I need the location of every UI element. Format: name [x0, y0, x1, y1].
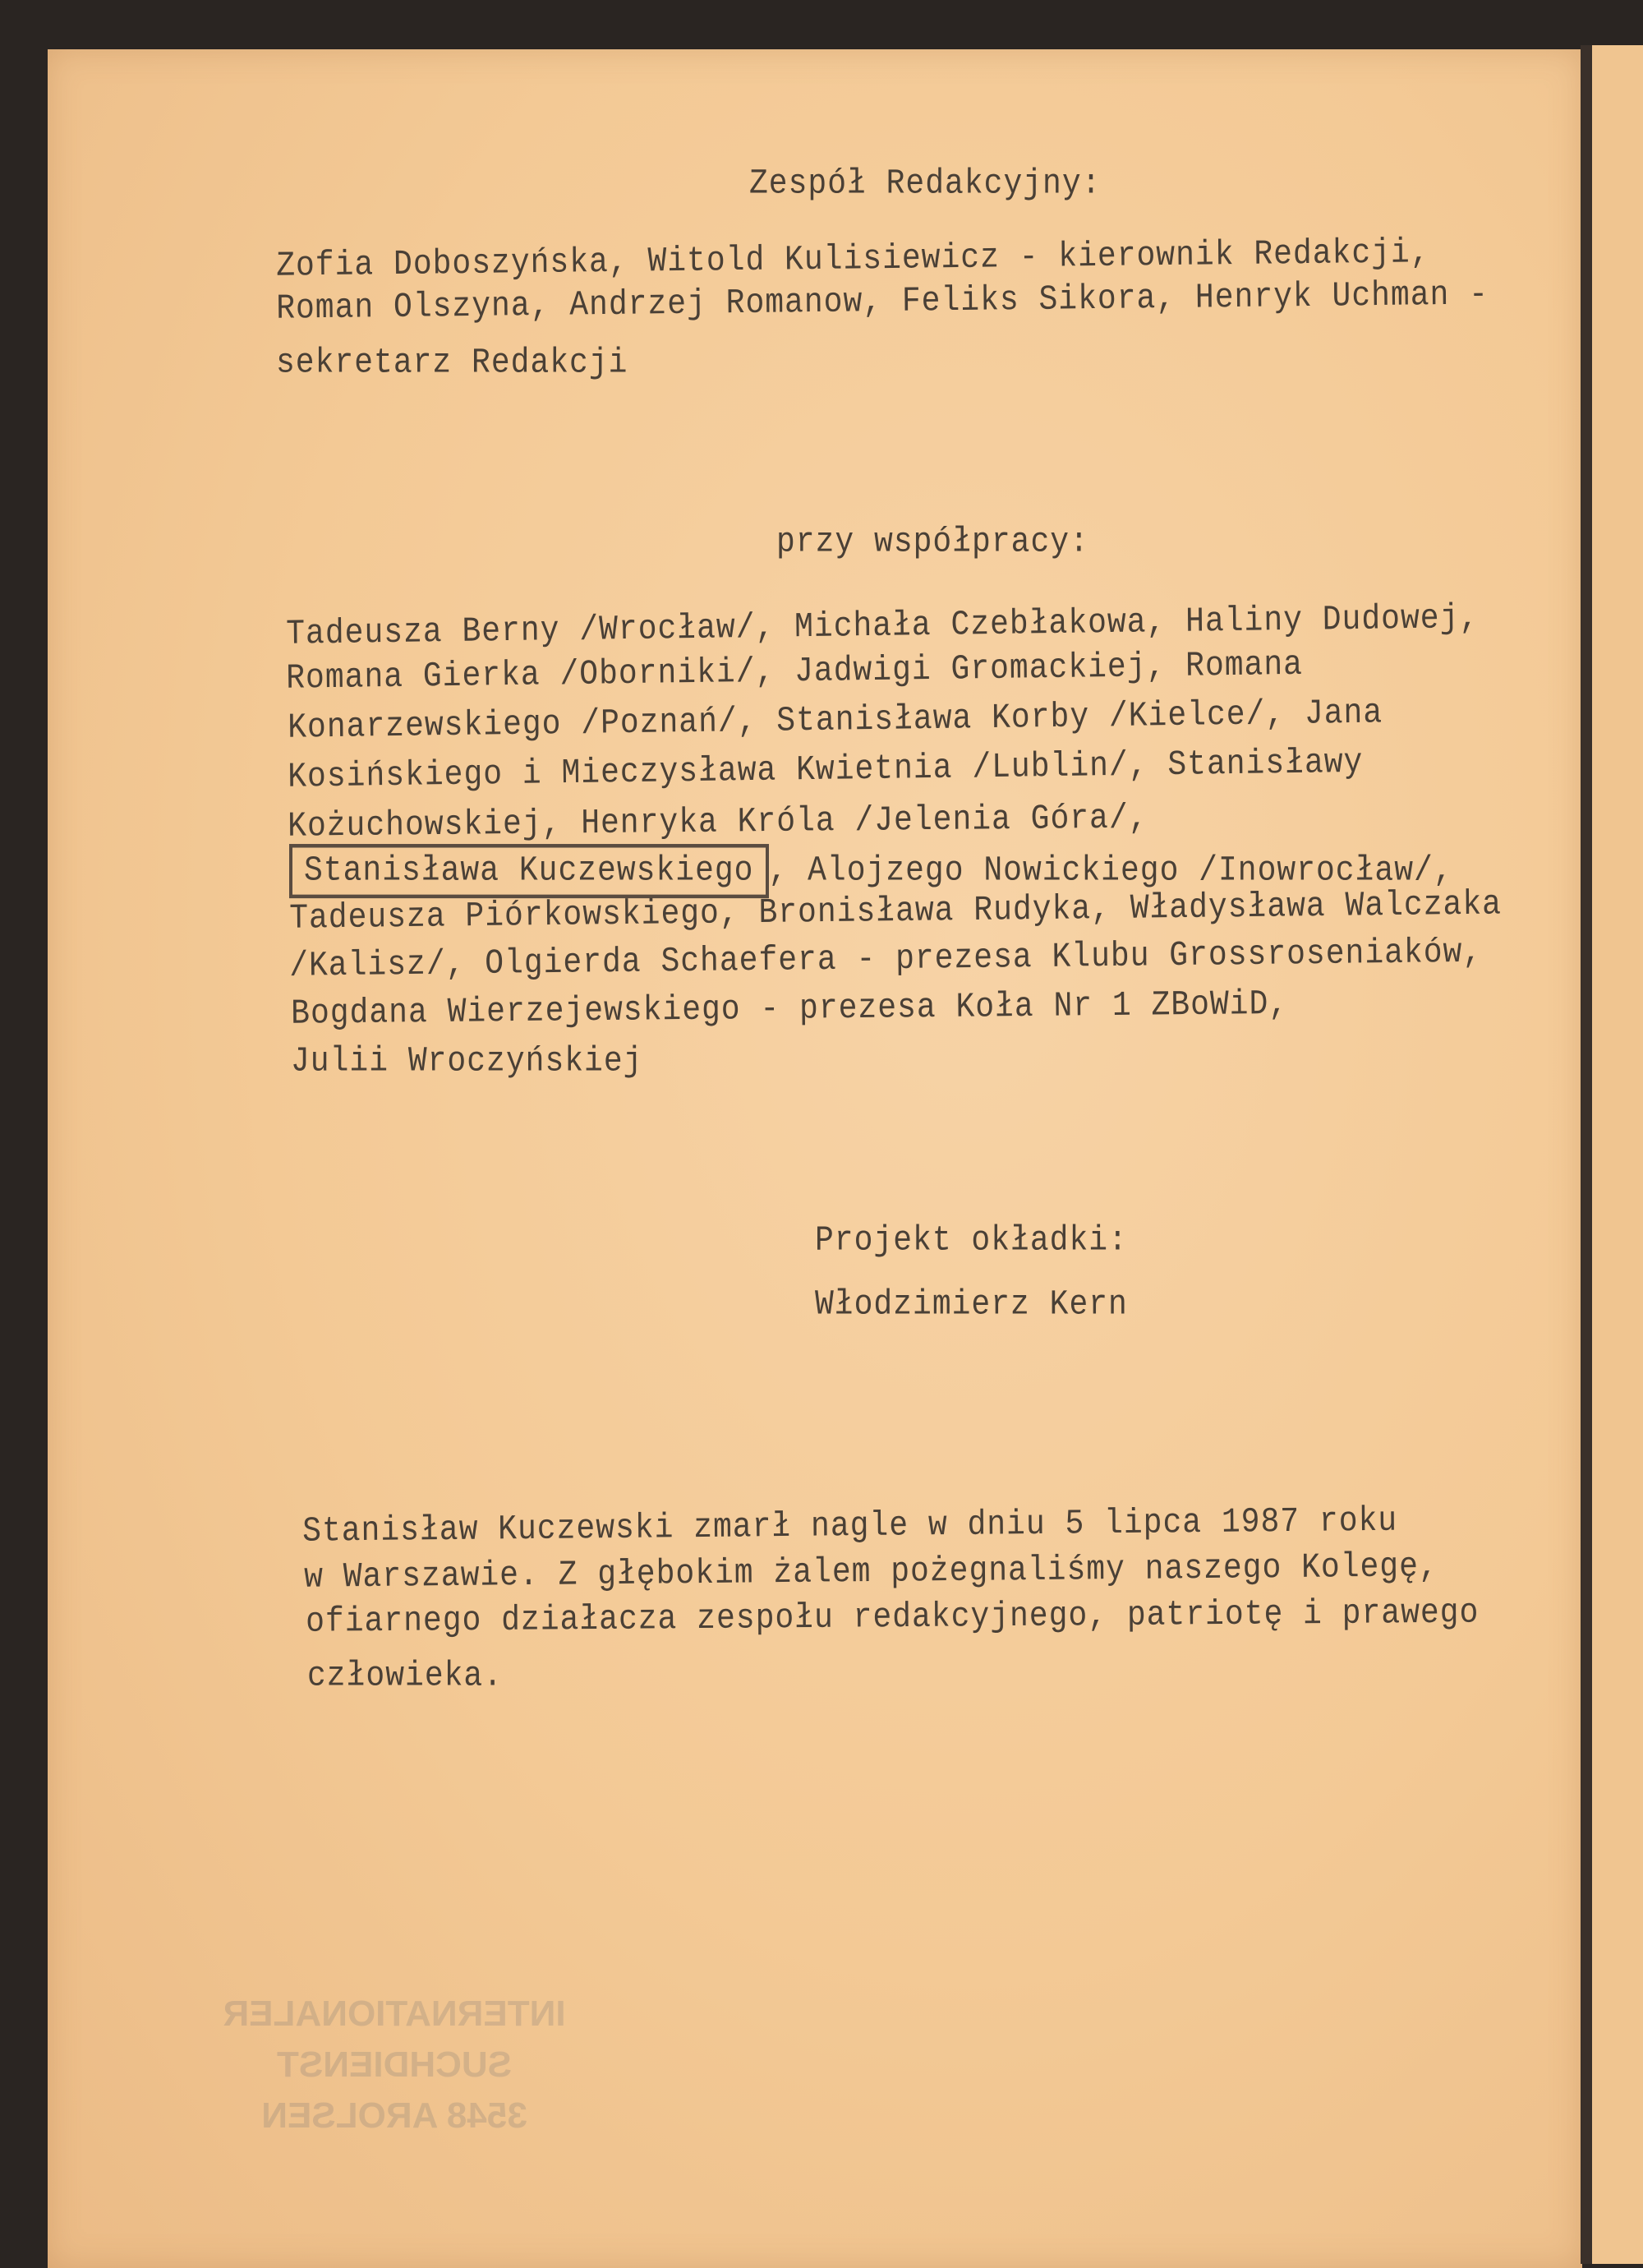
- collaborator-line: Kosińskiego i Mieczysława Kwietnia /Lublin/, Stanisławy: [288, 743, 1364, 798]
- collaborator-line: [304, 851, 1453, 891]
- page-gutter: [1581, 45, 1592, 2264]
- editorial-team-heading: Zespół Redakcyjny:: [749, 164, 1102, 205]
- highlighted-name-box: Stanisława Kuczewskiego: [289, 844, 769, 898]
- collaborator-line-rest: , Alojzego Nowickiego /Inowrocław/,: [768, 851, 1453, 892]
- editorial-line: Zofia Doboszyńska, Witold Kulisiewicz - kierownik Redakcji,: [276, 233, 1430, 287]
- editorial-line: sekretarz Redakcji: [276, 343, 628, 384]
- collaborator-line: Romana Gierka /Oborniki/, Jadwigi Gromackiej, Romana: [286, 645, 1304, 699]
- cover-heading: Projekt okładki:: [815, 1221, 1128, 1261]
- stamp-line: INTERNATIONALER: [223, 1994, 566, 2034]
- collaborator-line: Tadeusza Piórkowskiego, Bronisława Rudyka, Władysława Walczaka: [289, 884, 1503, 939]
- stamp-line: SUCHDIENST: [276, 2044, 513, 2085]
- show-through-stamp: [214, 1989, 575, 2141]
- stamp-line: 3548 AROLSEN: [261, 2095, 527, 2136]
- obituary-line: w Warszawie. Z głębokim żalem pożegnaliśmy naszego Kolegę,: [304, 1547, 1438, 1598]
- collaborator-line: Tadeusza Berny /Wrocław/, Michała Czebłakowa, Haliny Dudowej,: [286, 598, 1480, 655]
- collaborator-line: Konarzewskiego /Poznań/, Stanisława Korby /Kielce/, Jana: [288, 693, 1383, 749]
- obituary-line: ofiarnego działacza zespołu redakcyjnego, patriotę i prawego: [306, 1593, 1480, 1643]
- collaborator-line: /Kalisz/, Olgierda Schaefera - prezesa Klubu Grossroseniaków,: [289, 932, 1483, 987]
- next-page-edge: [1592, 45, 1643, 2264]
- collaboration-heading: przy współpracy:: [776, 523, 1089, 563]
- collaborator-line: Bogdana Wierzejewskiego - prezesa Koła Nr 1 ZBoWiD,: [291, 984, 1289, 1035]
- obituary-line: Stanisław Kuczewski zmarł nagle w dniu 5 lipca 1987 roku: [302, 1500, 1398, 1552]
- collaborator-line: Julii Wroczyńskiej: [291, 1042, 643, 1082]
- cover-designer: Włodzimierz Kern: [815, 1285, 1128, 1325]
- editorial-line: Roman Olszyna, Andrzej Romanow, Feliks Sikora, Henryk Uchman -: [276, 274, 1489, 330]
- obituary-line: człowieka.: [307, 1657, 504, 1697]
- collaborator-line: Kożuchowskiej, Henryka Króla /Jelenia Góra/,: [288, 798, 1148, 847]
